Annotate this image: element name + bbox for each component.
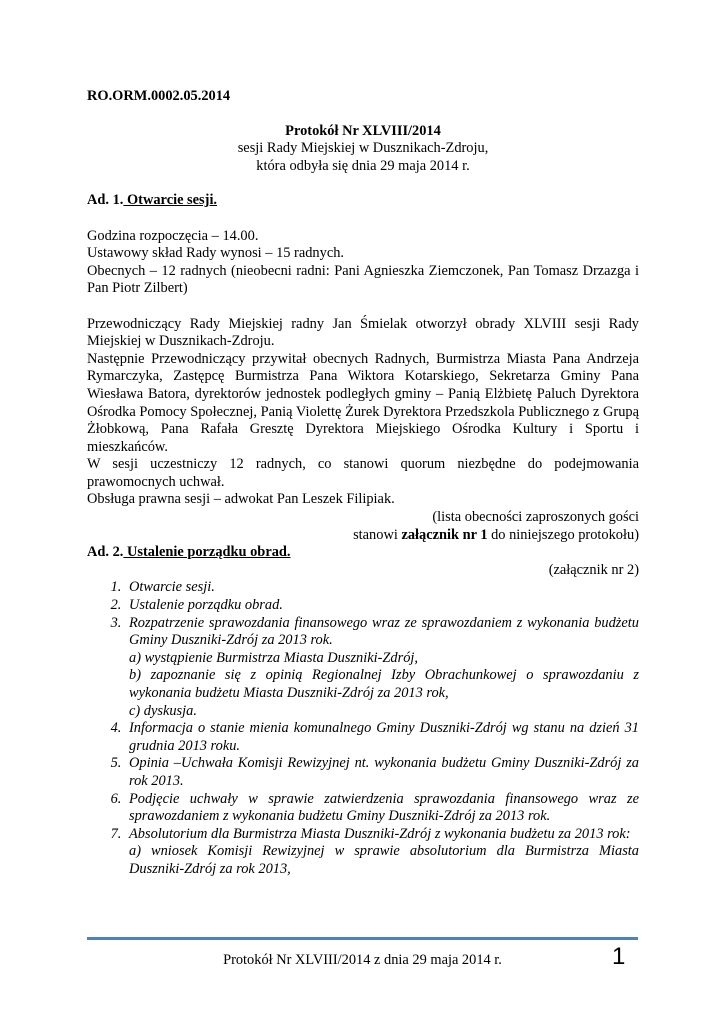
note-text: stanowi <box>353 526 402 543</box>
document-page <box>87 88 639 879</box>
title-block <box>87 123 639 176</box>
page-number: 1 <box>612 943 626 970</box>
section2-prefix: Ad. 2. <box>87 544 124 561</box>
list-item <box>125 755 639 790</box>
council-size-line: Ustawowy skład Rady wynosi – 15 radnych. <box>87 245 345 262</box>
agenda-item-text: Absolutorium dla Burmistrza Miasta Duszniki-Zdrój z wykonania budżetu za 2013 rok: <box>129 825 631 842</box>
attendance-note-line1: (lista obecności zaproszonych gości <box>432 509 639 526</box>
protocol-date: która odbyła się dnia 29 maja 2014 r. <box>256 157 470 174</box>
legal-service-paragraph: Obsługa prawna sesji – adwokat Pan Leszek Filipiak. <box>87 491 395 508</box>
section1-prefix: Ad. 1. <box>87 192 124 209</box>
section1-title: Otwarcie sesji. <box>123 192 218 209</box>
document-reference: RO.ORM.0002.05.2014 <box>87 88 231 104</box>
list-item <box>125 579 639 597</box>
list-item <box>125 791 639 826</box>
protocol-subtitle: sesji Rady Miejskiej w Dusznikach-Zdroju, <box>237 140 489 157</box>
attendance-note-line2 <box>87 527 639 545</box>
agenda-subitem: a) wniosek Komisji Rewizyjnej w sprawie absolutorium dla Burmistrza Miasta Duszniki-Zdrój za rok 2013, <box>129 843 639 877</box>
section2-title: Ustalenie porządku obrad. <box>123 544 291 561</box>
opening-paragraph: Przewodniczący Rady Miejskiej radny Jan Śmielak otworzył obrady XLVIII sesji Rady Miejskiej w Dusznikach-Zdroju. <box>87 315 639 350</box>
agenda-item-text: Ustalenie porządku obrad. <box>129 597 283 614</box>
agenda-item-text: Opinia –Uchwała Komisji Rewizyjnej nt. wykonania budżetu Gminy Duszniki-Zdrój za rok 2013. <box>129 755 639 789</box>
list-item <box>125 720 639 755</box>
agenda-item-text: Otwarcie sesji. <box>129 579 215 596</box>
note-text-end: do niniejszego protokołu) <box>487 526 639 543</box>
list-item <box>125 615 639 721</box>
footer-text: Protokół Nr XLVIII/2014 z dnia 29 maja 2014 r. <box>223 952 502 968</box>
protocol-title: Protokół Nr XLVIII/2014 <box>285 122 441 139</box>
welcome-paragraph: Następnie Przewodniczący przywitał obecnych Radnych, Burmistrza Miasta Pana Andrzeja Rymarczyka, Zastępcę Burmistrza Pana Wiktora Kotarskiego, Sekretarza Gminy Pana Wiesława Batora, dyrektorów jednostek podległych gminy – Panią Elżbietę Paluch Dyrektora Ośrodka Pomocy Społecznej, Panią Violettę Żurek Dyrektora Przedszkola Publicznego z Grupą Żłobkową, Pana Rafała Gresztę Dyrektora Miejskiego Ośrodka Kultury i Sportu i mieszkańców. <box>87 350 639 455</box>
agenda-item-text: Rozpatrzenie sprawozdania finansowego wraz ze sprawozdaniem z wykonania budżetu Gminy Duszniki-Zdrój za 2013 rok. <box>129 614 639 649</box>
attachment-1-ref: załącznik nr 1 <box>401 526 488 543</box>
start-time-line: Godzina rozpoczęcia – 14.00. <box>87 227 259 244</box>
attachment-2-ref: (załącznik nr 2) <box>548 561 639 578</box>
list-item <box>125 826 639 879</box>
list-item <box>125 597 639 615</box>
agenda-subitem: b) zapoznanie się z opinią Regionalnej Izby Obrachunkowej o sprawozdaniu z wykonania budżetu Miasta Duszniki-Zdrój za 2013 rok, <box>129 667 639 701</box>
agenda-subitem: c) dyskusja. <box>129 702 197 719</box>
agenda-item-text: Informacja o stanie mienia komunalnego Gminy Duszniki-Zdrój wg stanu na dzień 31 grudnia 2013 roku. <box>129 720 639 754</box>
footer-divider <box>87 937 638 940</box>
quorum-paragraph: W sesji uczestniczy 12 radnych, co stanowi quorum niezbędne do podejmowania prawomocnych uchwał. <box>87 456 639 490</box>
present-line: Obecnych – 12 radnych (nieobecni radni: Pani Agnieszka Ziemczonek, Pan Tomasz Drzazga i Pan Piotr Zilbert) <box>87 262 639 297</box>
agenda-item-text: Podjęcie uchwały w sprawie zatwierdzenia sprawozdania finansowego wraz ze sprawozdaniem z wykonania budżetu Gminy Duszniki-Zdrój za 2013 rok. <box>129 790 639 825</box>
agenda-list <box>87 579 639 878</box>
agenda-subitem: a) wystąpienie Burmistrza Miasta Duszniki-Zdrój, <box>129 649 419 666</box>
section2-heading <box>87 544 639 562</box>
attendance-block <box>87 228 639 298</box>
section1-heading <box>87 192 639 210</box>
